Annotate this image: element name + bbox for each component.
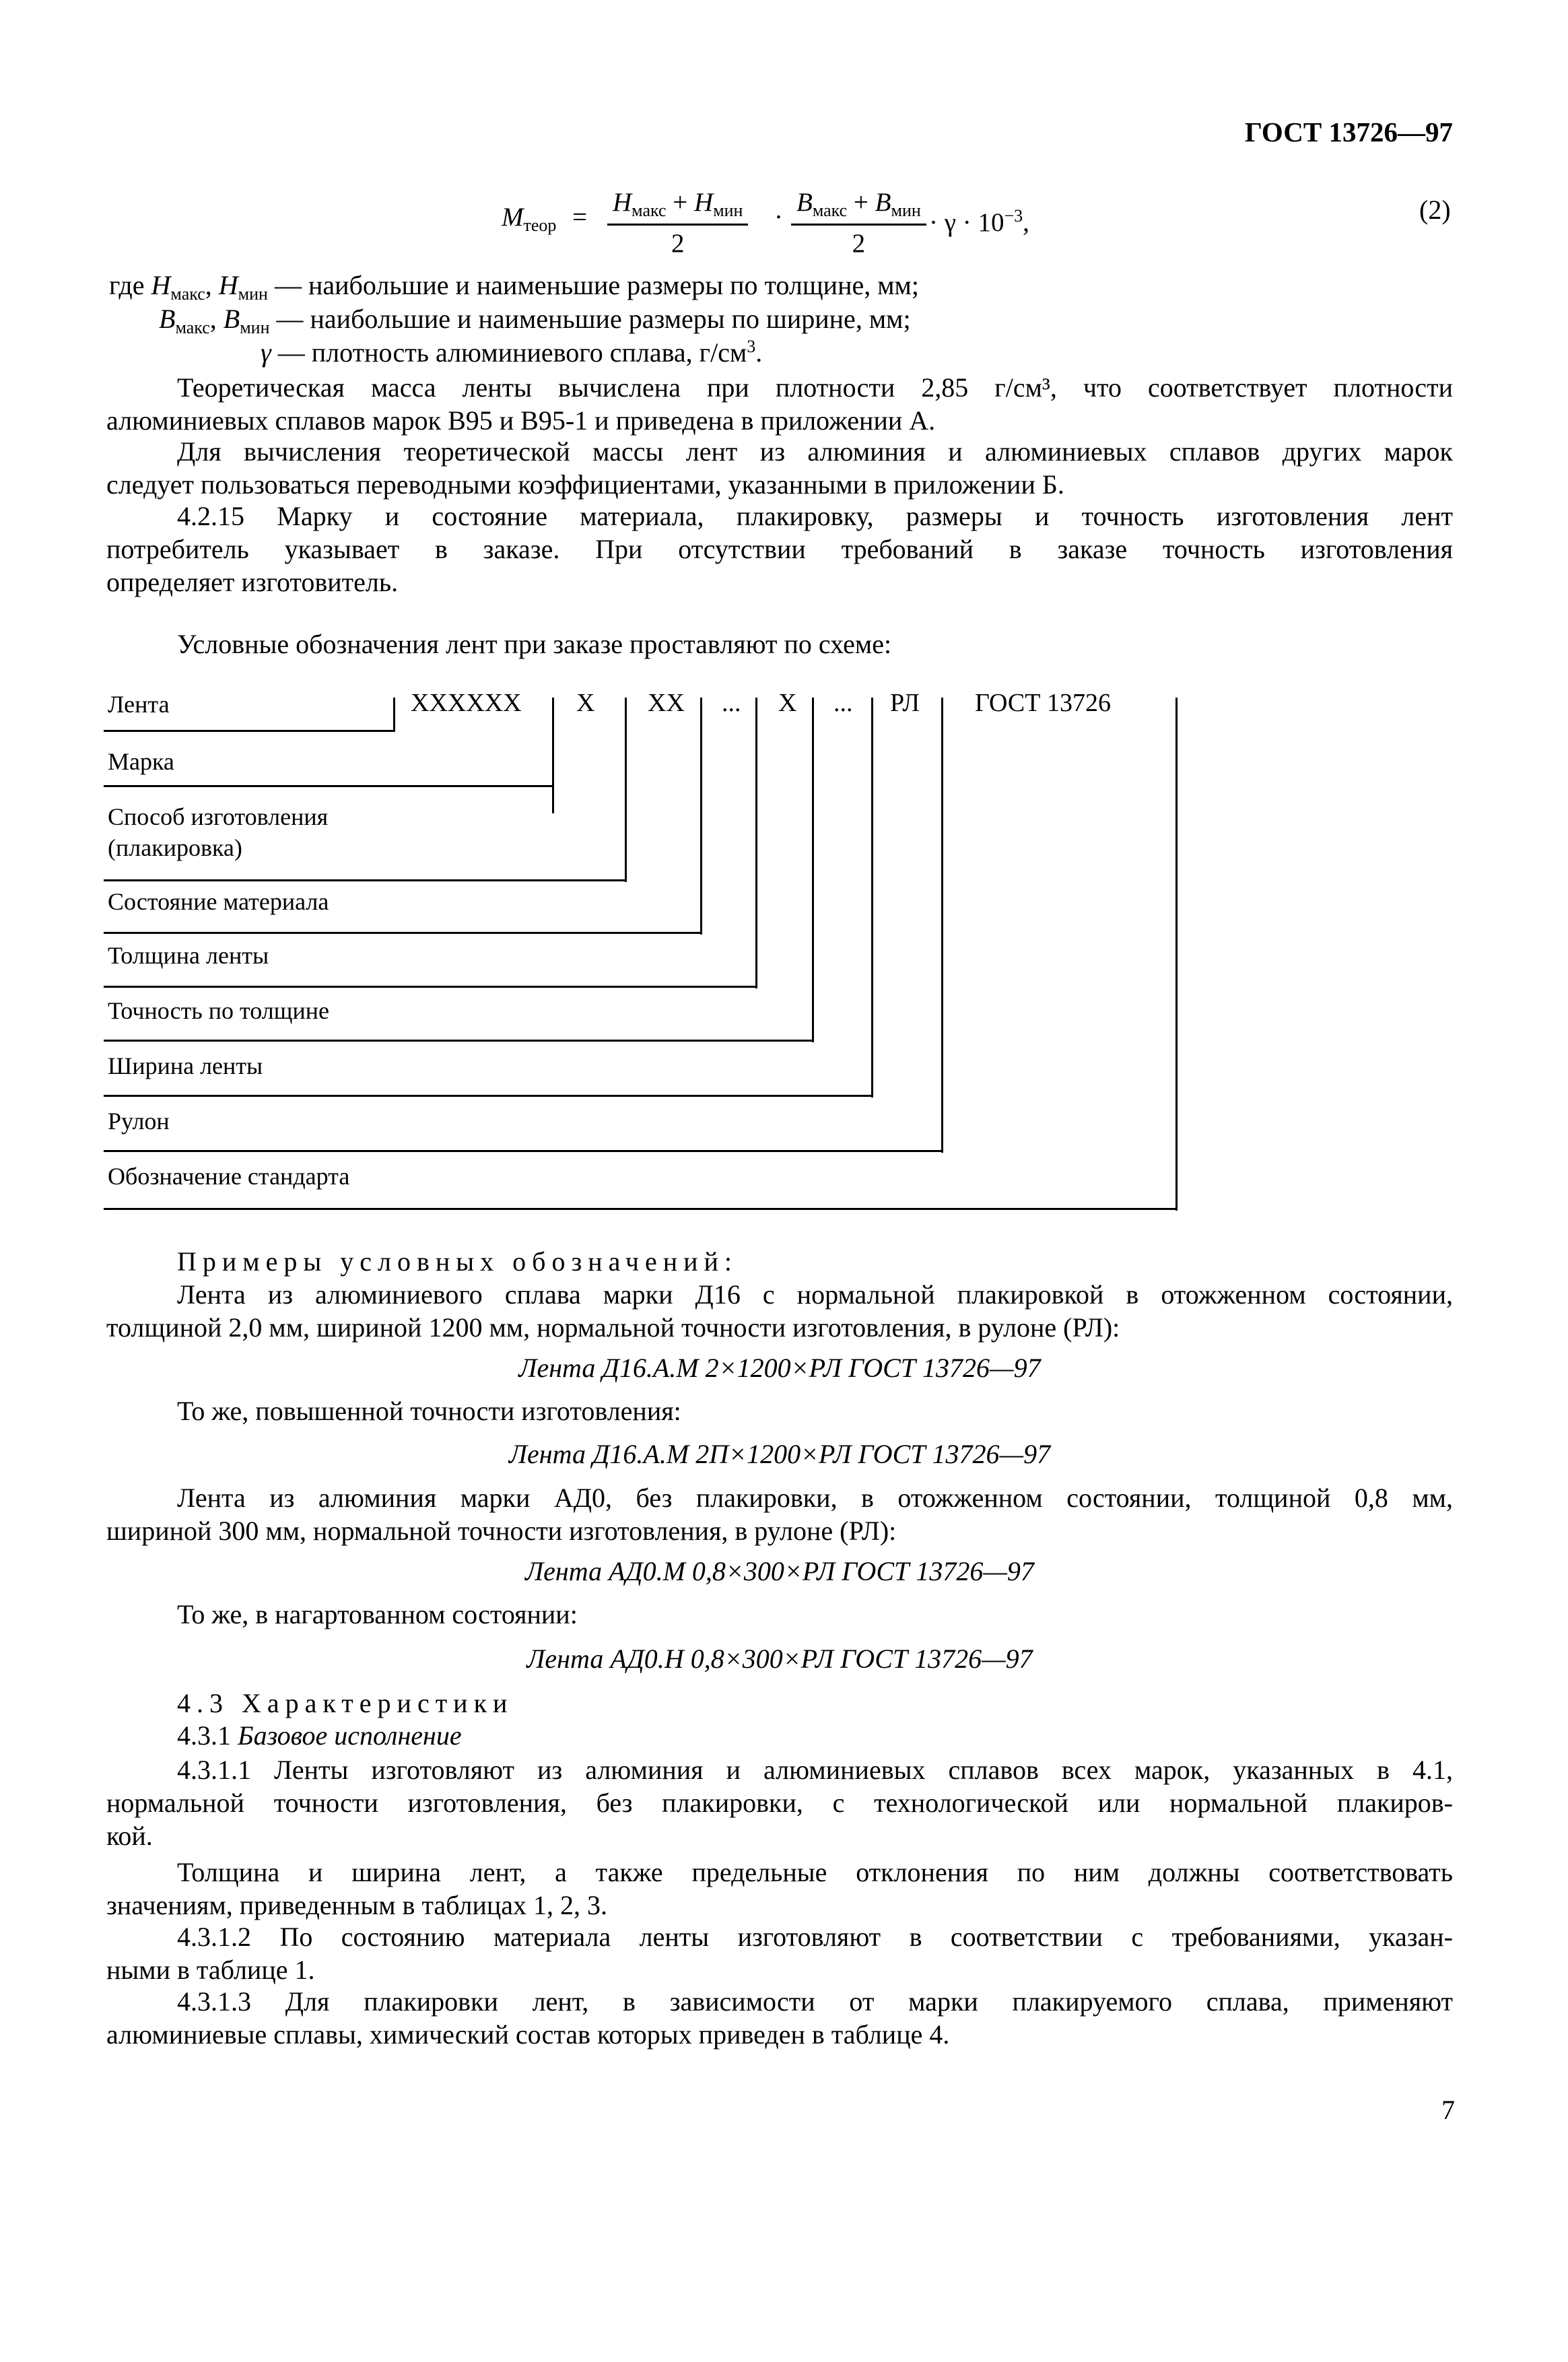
formula-fraction-width: $B_{макс} + B_{мин}$ 2	[791, 187, 926, 259]
paragraph-4-3-1-1: 4.3.1.1 Ленты изготовляют из алюминия и алюминиевых сплавов всех марок, указанных в 4.1, нормальной точности изготовления, без плакировки, с технологической или нормальной плакиров- кой.	[106, 1755, 1453, 1851]
paragraph-conversion: Для вычисления теоретической массы лент из алюминия и алюминиевых сплавов других марок следует пользоваться переводными коэффициентами, указанными в приложении Б.	[106, 436, 1453, 500]
document-header: ГОСТ 13726—97	[1244, 116, 1453, 147]
scheme-label-state: Состояние материала	[108, 888, 329, 915]
formula-number: (2)	[1419, 195, 1451, 225]
scheme-code-method: X	[576, 689, 595, 717]
example-4-text: То же, в нагартованном состоянии:	[177, 1599, 578, 1629]
examples-heading: Примеры условных обозначений:	[177, 1246, 739, 1277]
scheme-code-width: ...	[833, 689, 853, 717]
paragraph-scheme-intro: Условные обозначения лент при заказе проставляют по схеме:	[177, 629, 892, 659]
scheme-label-grade: Марка	[108, 748, 174, 775]
formula-fraction-thickness: $H_{макс} + H_{мин}$ 2	[607, 187, 748, 259]
section-4-3-1-heading: 4.3.1 Базовое исполнение	[177, 1720, 462, 1751]
scheme-label-method-note: (плакировка)	[108, 834, 242, 861]
scheme-label-roll: Рулон	[108, 1108, 170, 1135]
scheme-label-method: Способ изготовления	[108, 803, 329, 830]
paragraph-4-3-1-1-b: Толщина и ширина лент, а также предельные отклонения по ним должны соответствовать значениям, приведенным в таблицах 1, 2, 3.	[106, 1857, 1453, 1920]
section-4-3-heading: 4.3 Характеристики	[177, 1688, 514, 1718]
scheme-code-roll: РЛ	[890, 689, 920, 717]
scheme-label-standard: Обозначение стандарта	[108, 1163, 350, 1190]
scheme-code-thickness: ...	[722, 689, 741, 717]
paragraph-density: Теоретическая масса ленты вычислена при плотности 2,85 г/см³, что соответствует плотности алюминиевых сплавов марок В95 и В95-1 и приведена в приложении А.	[106, 372, 1453, 436]
paragraph-4-2-15: 4.2.15 Марку и состояние материала, плакировку, размеры и точность изготовления лент потребитель указывает в заказе. При отсутствии требований в заказе точность изготовления определяет изготовитель.	[106, 501, 1453, 597]
example-3-code: Лента АД0.М 0,8×300×РЛ ГОСТ 13726—97	[525, 1556, 1034, 1586]
legend-row: γ — плотность алюминиевого сплава, $г/см^3$.	[261, 337, 763, 368]
formula-tail: · $\gamma \cdot 10^{-3}$,	[929, 206, 1029, 237]
page-number: 7	[1441, 2095, 1455, 2125]
example-1-code: Лента Д16.А.М 2×1200×РЛ ГОСТ 13726—97	[518, 1353, 1041, 1383]
paragraph-4-3-1-3: 4.3.1.3 Для плакировки лент, в зависимости от марки плакируемого сплава, применяют алюминиевые сплавы, химический состав которых приведен в таблице 4.	[106, 1986, 1453, 2050]
scheme-label-width: Ширина ленты	[108, 1052, 263, 1079]
legend-row: где $H_{макс}$, $H_{мин}$ — наибольшие и наименьшие размеры по толщине, мм;	[109, 270, 919, 304]
scheme-label-accuracy: Точность по толщине	[108, 997, 329, 1024]
paragraph-4-3-1-2: 4.3.1.2 По состоянию материала ленты изготовляют в соответствии с требованиями, указан- ными в таблице 1.	[106, 1922, 1453, 1985]
example-4-code: Лента АД0.Н 0,8×300×РЛ ГОСТ 13726—97	[526, 1644, 1033, 1674]
formula-dot: ·	[774, 203, 783, 232]
example-2-code: Лента Д16.А.М 2П×1200×РЛ ГОСТ 13726—97	[508, 1439, 1051, 1469]
legend-row: $B_{макс}$, $B_{мин}$ — наибольшие и наименьшие размеры по ширине, мм;	[159, 304, 911, 337]
scheme-code-standard: ГОСТ 13726	[975, 689, 1111, 717]
formula-lhs: $M_{теор}$ =	[502, 203, 588, 235]
example-3-text: Лента из алюминия марки АД0, без плакировки, в отожженном состоянии, толщиной 0,8 мм, шириной 300 мм, нормальной точности изготовления, в рулоне (РЛ):	[106, 1483, 1453, 1546]
scheme-label-thickness: Толщина ленты	[108, 942, 269, 969]
scheme-code-state: XX	[648, 689, 685, 717]
scheme-code-grade: XXXXXX	[411, 689, 522, 717]
scheme-title-label: Лента	[108, 691, 170, 718]
example-2-text: То же, повышенной точности изготовления:	[177, 1396, 681, 1426]
scheme-code-accuracy: X	[778, 689, 797, 717]
example-1-text: Лента из алюминиевого сплава марки Д16 с нормальной плакировкой в отожженном состоянии, толщиной 2,0 мм, шириной 1200 мм, нормальной точности изготовления, в рулоне (РЛ):	[106, 1279, 1453, 1343]
